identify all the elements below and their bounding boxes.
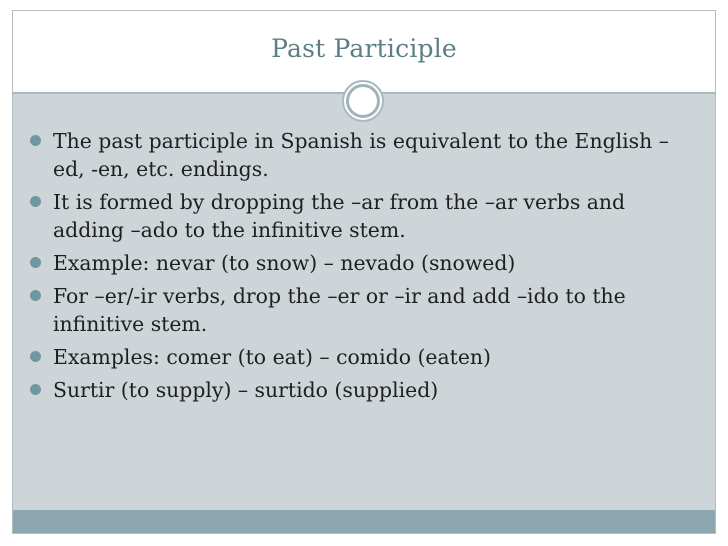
bullet-text: It is formed by dropping the –ar from the –ar verbs and adding –ado to the infinitive stem. [53,190,626,242]
list-item [28,282,688,338]
bullet-text: The past participle in Spanish is equivalent to the English –ed, -en, etc. endings. [53,129,669,181]
bullet-text: Examples: comer (to eat) – comido (eaten) [53,345,491,369]
bottom-accent-bar [13,510,715,533]
bullet-dot-icon [30,351,41,362]
list-item [28,249,688,277]
list-item [28,188,688,244]
bullet-dot-icon [30,135,41,146]
slide-title: Past Participle [271,34,457,63]
list-item [28,376,688,404]
list-item [28,343,688,371]
list-item [28,127,688,183]
bullet-dot-icon [30,384,41,395]
bullet-text: Example: nevar (to snow) – nevado (snowed) [53,251,516,275]
bullet-text: Surtir (to supply) – surtido (supplied) [53,378,439,402]
bullet-dot-icon [30,290,41,301]
bullet-list [28,127,688,409]
bullet-text: For –er/-ir verbs, drop the –er or –ir and add –ido to the infinitive stem. [53,284,626,336]
bullet-dot-icon [30,196,41,207]
circle-ornament-icon [341,79,385,123]
bullet-dot-icon [30,257,41,268]
